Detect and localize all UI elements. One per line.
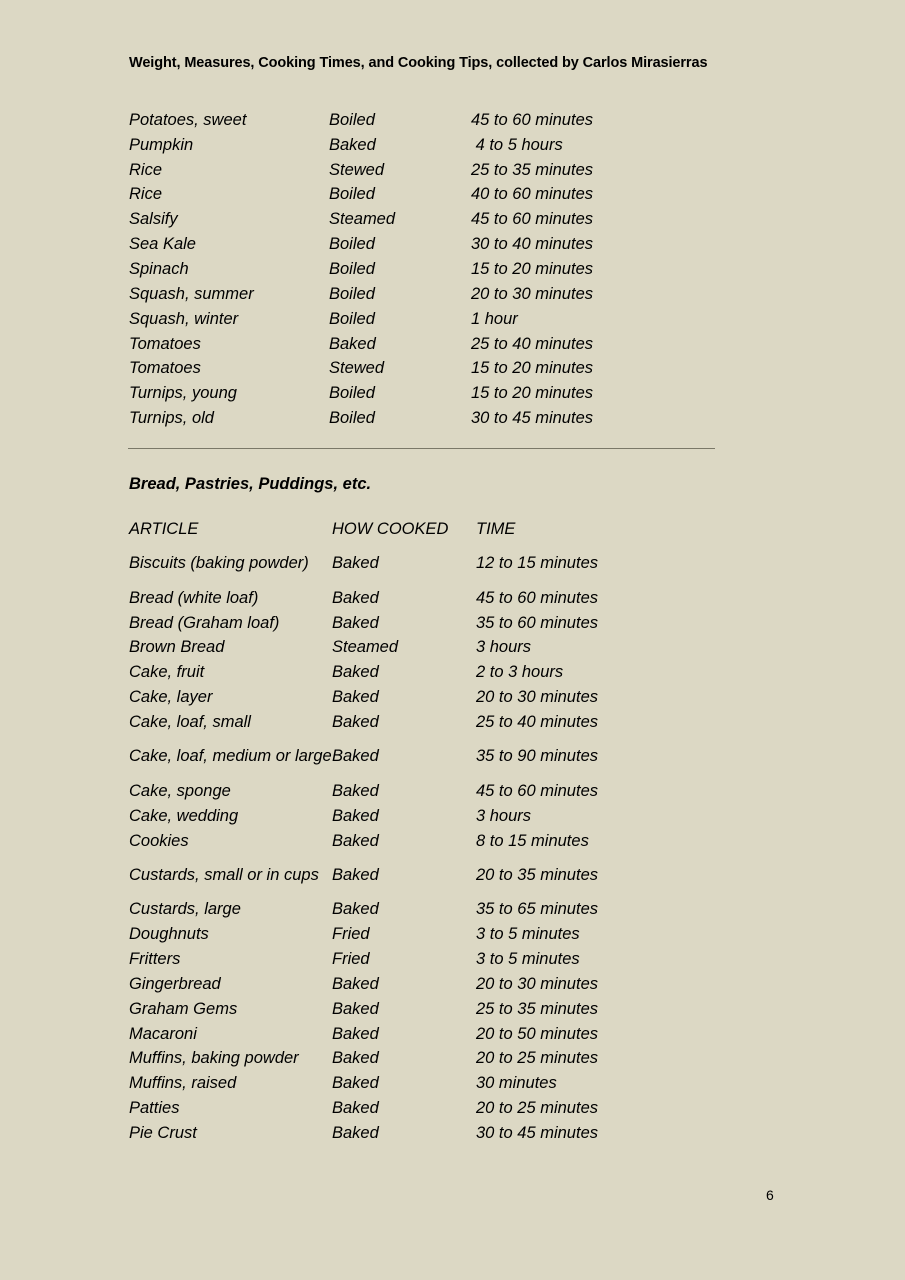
- page-number: 6: [766, 1187, 774, 1203]
- method-cell: Baked: [332, 663, 379, 682]
- table-row: [129, 356, 671, 381]
- time-cell: 35 to 65 minutes: [476, 900, 598, 919]
- time-cell: 20 to 30 minutes: [476, 974, 598, 993]
- table-row: [129, 804, 676, 829]
- method-cell: Fried: [332, 950, 370, 969]
- table-row: [129, 897, 676, 922]
- method-cell: Boiled: [329, 235, 375, 254]
- table-row: [129, 853, 676, 897]
- table-row: [129, 1047, 676, 1072]
- time-cell: 3 to 5 minutes: [476, 950, 580, 969]
- time-cell: 25 to 40 minutes: [471, 334, 593, 353]
- time-cell: 30 to 45 minutes: [476, 1123, 598, 1142]
- time-cell: 35 to 60 minutes: [476, 613, 598, 632]
- column-header-how-cooked: HOW COOKED: [332, 519, 449, 538]
- table-row: [129, 1121, 676, 1146]
- time-cell: 20 to 25 minutes: [476, 1049, 598, 1068]
- time-cell: 1 hour: [471, 309, 518, 328]
- table-row: [129, 108, 671, 133]
- article-cell: Squash, summer: [129, 284, 254, 303]
- method-cell: Baked: [332, 712, 379, 731]
- time-cell: 3 hours: [476, 638, 532, 657]
- method-cell: Baked: [332, 974, 379, 993]
- column-header-article: ARTICLE: [129, 519, 199, 538]
- bread-cooking-table: [129, 517, 676, 1146]
- method-cell: Boiled: [329, 409, 375, 428]
- method-cell: Steamed: [332, 638, 399, 657]
- article-cell: Cake, sponge: [129, 781, 231, 800]
- table-header-row: [129, 517, 676, 542]
- vegetable-cooking-table: [129, 108, 671, 431]
- method-cell: Boiled: [329, 384, 375, 403]
- method-cell: Baked: [332, 900, 379, 919]
- table-row: [129, 542, 676, 586]
- article-cell: Cookies: [129, 831, 189, 850]
- time-cell: 40 to 60 minutes: [471, 185, 593, 204]
- time-cell: 3 hours: [476, 806, 532, 825]
- article-cell: Cake, fruit: [129, 663, 205, 682]
- table-row: [129, 685, 676, 710]
- table-row: [129, 997, 676, 1022]
- method-cell: Boiled: [329, 284, 375, 303]
- time-cell: 25 to 35 minutes: [476, 999, 598, 1018]
- time-cell: 45 to 60 minutes: [471, 210, 593, 229]
- time-cell: 15 to 20 minutes: [471, 359, 593, 378]
- time-cell: 15 to 20 minutes: [471, 384, 593, 403]
- time-cell: 45 to 60 minutes: [476, 588, 598, 607]
- time-cell: 15 to 20 minutes: [471, 259, 593, 278]
- time-cell: 12 to 15 minutes: [476, 554, 598, 573]
- time-cell: 20 to 35 minutes: [476, 865, 598, 884]
- time-cell: 20 to 25 minutes: [476, 1099, 598, 1118]
- article-cell: Custards, large: [129, 900, 241, 919]
- article-cell: Brown Bread: [129, 638, 225, 657]
- table-row: [129, 282, 671, 307]
- method-cell: Baked: [332, 1099, 379, 1118]
- article-cell: Custards, small or in cups: [129, 865, 319, 884]
- article-cell: Bread (Graham loaf): [129, 613, 280, 632]
- method-cell: Baked: [332, 999, 379, 1018]
- article-cell: Sea Kale: [129, 235, 196, 254]
- table-row: [129, 133, 671, 158]
- column-header-time: TIME: [476, 519, 516, 538]
- article-cell: Cake, loaf, small: [129, 712, 251, 731]
- article-cell: Rice: [129, 160, 163, 179]
- table-row: [129, 1096, 676, 1121]
- article-cell: Tomatoes: [129, 359, 201, 378]
- method-cell: Boiled: [329, 185, 375, 204]
- method-cell: Baked: [332, 747, 379, 766]
- article-cell: Salsify: [129, 210, 178, 229]
- table-row: [129, 586, 676, 611]
- article-cell: Biscuits (baking powder): [129, 554, 309, 573]
- method-cell: Baked: [332, 1123, 379, 1142]
- method-cell: Baked: [332, 1024, 379, 1043]
- table-row: [129, 381, 671, 406]
- method-cell: Boiled: [329, 309, 375, 328]
- method-cell: Baked: [329, 135, 376, 154]
- time-cell: 25 to 40 minutes: [476, 712, 598, 731]
- time-cell: 2 to 3 hours: [476, 663, 564, 682]
- article-cell: Muffins, baking powder: [129, 1049, 299, 1068]
- table-row: [129, 406, 671, 431]
- time-cell: 20 to 30 minutes: [476, 688, 598, 707]
- method-cell: Steamed: [329, 210, 396, 229]
- section-divider: [128, 448, 715, 449]
- method-cell: Baked: [332, 688, 379, 707]
- time-cell: 8 to 15 minutes: [476, 831, 589, 850]
- method-cell: Baked: [332, 806, 379, 825]
- time-cell: 45 to 60 minutes: [476, 781, 598, 800]
- table-row: [129, 1022, 676, 1047]
- page-header: Weight, Measures, Cooking Times, and Cooking Tips, collected by Carlos Mirasierras: [129, 55, 708, 71]
- table-row: [129, 660, 676, 685]
- article-cell: Cake, wedding: [129, 806, 239, 825]
- time-cell: 20 to 50 minutes: [476, 1024, 598, 1043]
- article-cell: Doughnuts: [129, 925, 209, 944]
- time-cell: 35 to 90 minutes: [476, 747, 598, 766]
- table-row: [129, 207, 671, 232]
- table-row: [129, 611, 676, 636]
- table-row: [129, 972, 676, 997]
- table-row: [129, 1071, 676, 1096]
- article-cell: Fritters: [129, 950, 181, 969]
- table-row: [129, 158, 671, 183]
- table-row: [129, 710, 676, 735]
- method-cell: Baked: [332, 1074, 379, 1093]
- table-row: [129, 257, 671, 282]
- table-row: [129, 636, 676, 661]
- time-cell: 30 to 40 minutes: [471, 235, 593, 254]
- method-cell: Boiled: [329, 259, 375, 278]
- article-cell: Muffins, raised: [129, 1074, 237, 1093]
- method-cell: Stewed: [329, 160, 385, 179]
- article-cell: Turnips, young: [129, 384, 237, 403]
- time-cell: 30 to 45 minutes: [471, 409, 593, 428]
- method-cell: Boiled: [329, 110, 375, 129]
- method-cell: Baked: [332, 554, 379, 573]
- table-row: [129, 307, 671, 332]
- method-cell: Baked: [332, 1049, 379, 1068]
- article-cell: Pie Crust: [129, 1123, 197, 1142]
- article-cell: Tomatoes: [129, 334, 201, 353]
- article-cell: Cake, layer: [129, 688, 213, 707]
- time-cell: 25 to 35 minutes: [471, 160, 593, 179]
- table-row: [129, 232, 671, 257]
- table-row: [129, 922, 676, 947]
- method-cell: Baked: [332, 613, 379, 632]
- article-cell: Potatoes, sweet: [129, 110, 247, 129]
- article-cell: Bread (white loaf): [129, 588, 259, 607]
- method-cell: Baked: [332, 865, 379, 884]
- table-row: [129, 947, 676, 972]
- time-cell: 4 to 5 hours: [471, 135, 563, 154]
- table-row: [129, 183, 671, 208]
- time-cell: 3 to 5 minutes: [476, 925, 580, 944]
- article-cell: Macaroni: [129, 1024, 197, 1043]
- table-row: [129, 779, 676, 804]
- method-cell: Baked: [332, 781, 379, 800]
- method-cell: Stewed: [329, 359, 385, 378]
- time-cell: 20 to 30 minutes: [471, 284, 593, 303]
- article-cell: Cake, loaf, medium or large: [129, 747, 332, 766]
- method-cell: Baked: [332, 831, 379, 850]
- method-cell: Fried: [332, 925, 370, 944]
- method-cell: Baked: [332, 588, 379, 607]
- article-cell: Patties: [129, 1099, 180, 1118]
- article-cell: Pumpkin: [129, 135, 194, 154]
- table-row: [129, 829, 676, 854]
- article-cell: Squash, winter: [129, 309, 239, 328]
- time-cell: 30 minutes: [476, 1074, 557, 1093]
- article-cell: Gingerbread: [129, 974, 221, 993]
- article-cell: Spinach: [129, 259, 189, 278]
- section-title: Bread, Pastries, Puddings, etc.: [129, 475, 372, 493]
- article-cell: Graham Gems: [129, 999, 238, 1018]
- article-cell: Rice: [129, 185, 163, 204]
- article-cell: Turnips, old: [129, 409, 214, 428]
- time-cell: 45 to 60 minutes: [471, 110, 593, 129]
- table-row: [129, 735, 676, 779]
- method-cell: Baked: [329, 334, 376, 353]
- table-row: [129, 332, 671, 357]
